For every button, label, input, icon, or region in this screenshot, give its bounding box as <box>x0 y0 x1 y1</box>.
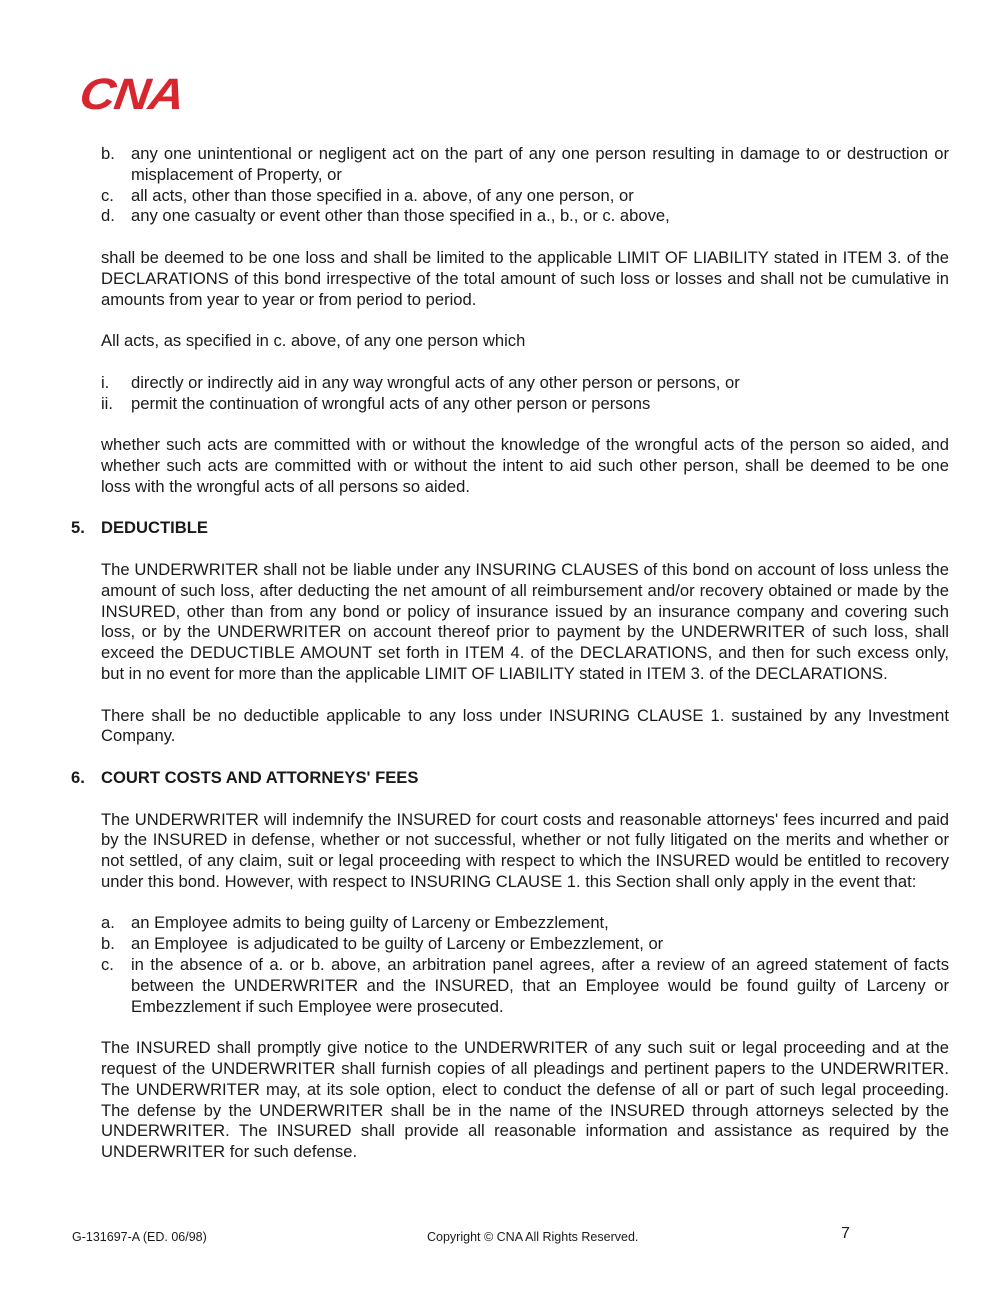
list-item-text: in the absence of a. or b. above, an arbitration panel agrees, after a review of an agreed statement of facts between the UNDERWRITER and the INSURED, that an Employee would be found guilty of Larceny or Embezzlement if such Employee were prosecuted. <box>131 955 949 1016</box>
list-item-text: directly or indirectly aid in any way wrongful acts of any other person or persons, or <box>131 372 740 392</box>
aid-acts-list <box>101 373 949 415</box>
list-item <box>101 955 949 1017</box>
conditions-list <box>101 913 949 1017</box>
logo-text: CNA <box>76 70 187 119</box>
list-marker: c. <box>101 185 114 205</box>
one-loss-paragraph: shall be deemed to be one loss and shall be limited to the applicable LIMIT OF LIABILITY stated in ITEM 3. of the DECLARATIONS of this bond irrespective of the total amount of such loss or losses and shall not be cumulative in amounts from year to year or from period to period. <box>101 247 949 309</box>
section-title: COURT COSTS AND ATTORNEYS' FEES <box>101 767 419 787</box>
document-body <box>71 144 949 1163</box>
aided-acts-paragraph: whether such acts are committed with or without the knowledge of the wrongful acts of the person so aided, and whether such acts are committed with or without the intent to aid such other person, shall be deemed to be one loss with the wrongful acts of all persons so aided. <box>101 435 949 496</box>
list-marker: a. <box>101 913 115 933</box>
list-marker: b. <box>101 144 115 163</box>
section-6-heading <box>71 767 949 789</box>
list-item <box>101 206 949 227</box>
section-5-heading <box>71 518 949 539</box>
loss-events-list <box>101 144 949 227</box>
list-item <box>101 913 949 934</box>
notice-paragraph: The INSURED shall promptly give notice to the UNDERWRITER of any such suit or legal proceeding and at the request of the UNDERWRITER shall furnish copies of all pleadings and pertinent papers to the UNDERWRITER. The UNDERWRITER may, at its sole option, elect to conduct the defense of all or part of such legal proceeding. The defense by the UNDERWRITER shall be in the name of the INSURED through attorneys selected by the UNDERWRITER. The INSURED shall provide all reasonable information and assistance as required by the UNDERWRITER for such defense. <box>101 1038 949 1162</box>
list-item-text: any one casualty or event other than those specified in a., b., or c. above, <box>131 206 670 226</box>
list-item <box>101 144 949 186</box>
list-item <box>101 934 949 955</box>
deductible-paragraph: The UNDERWRITER shall not be liable under any INSURING CLAUSES of this bond on account of loss unless the amount of such loss, after deducting the net amount of all reimbursement and/or recovery obtained or made by the INSURED, other than from any bond or policy of insurance issued by an insurance company and covering such loss, or by the UNDERWRITER on account thereof prior to payment by the UNDERWRITER of such loss, shall exceed the DEDUCTIBLE AMOUNT set forth in ITEM 4. of the DECLARATIONS, and then for such excess only, but in no event for more than the applicable LIMIT OF LIABILITY stated in ITEM 3. of the DECLARATIONS. <box>101 559 949 683</box>
list-item-text: permit the continuation of wrongful acts of any other person or persons <box>131 393 651 413</box>
list-marker: i. <box>101 372 110 392</box>
page-number: 7 <box>841 1225 850 1242</box>
cna-logo <box>76 70 204 119</box>
all-acts-paragraph: All acts, as specified in c. above, of any one person which <box>101 331 526 351</box>
list-item <box>101 186 949 207</box>
form-number: G-131697-A (ED. 06/98) <box>72 1230 207 1244</box>
list-item-text: all acts, other than those specified in a. above, of any one person, or <box>131 185 634 205</box>
list-item-text: an Employee admits to being guilty of Larceny or Embezzlement, <box>131 913 609 933</box>
list-marker: d. <box>101 206 115 226</box>
section-number: 5. <box>71 518 85 538</box>
copyright-notice: Copyright © CNA All Rights Reserved. <box>427 1230 639 1244</box>
section-title: DEDUCTIBLE <box>101 518 208 538</box>
section-number: 6. <box>71 767 85 787</box>
list-item-text: an Employee is adjudicated to be guilty of Larceny or Embezzlement, or <box>131 934 664 954</box>
list-marker: ii. <box>101 393 113 413</box>
list-marker: c. <box>101 955 114 975</box>
no-deductible-paragraph: There shall be no deductible applicable to any loss under INSURING CLAUSE 1. sustained by any Investment Company. <box>101 705 949 746</box>
list-item <box>101 394 949 415</box>
court-costs-paragraph: The UNDERWRITER will indemnify the INSURED for court costs and reasonable attorneys' fees incurred and paid by the INSURED in defense, whether or not successful, whether or not fully litigated on the merits and whether or not settled, of any claim, suit or legal proceeding with respect to which the INSURED would be entitled to recovery under this bond. However, with respect to INSURING CLAUSE 1. this Section shall only apply in the event that: <box>101 809 949 891</box>
list-item <box>101 373 949 394</box>
list-item-text: any one unintentional or negligent act on the part of any one person resulting in damage to or destruction or misplacement of Property, or <box>131 144 949 184</box>
list-marker: b. <box>101 934 115 954</box>
